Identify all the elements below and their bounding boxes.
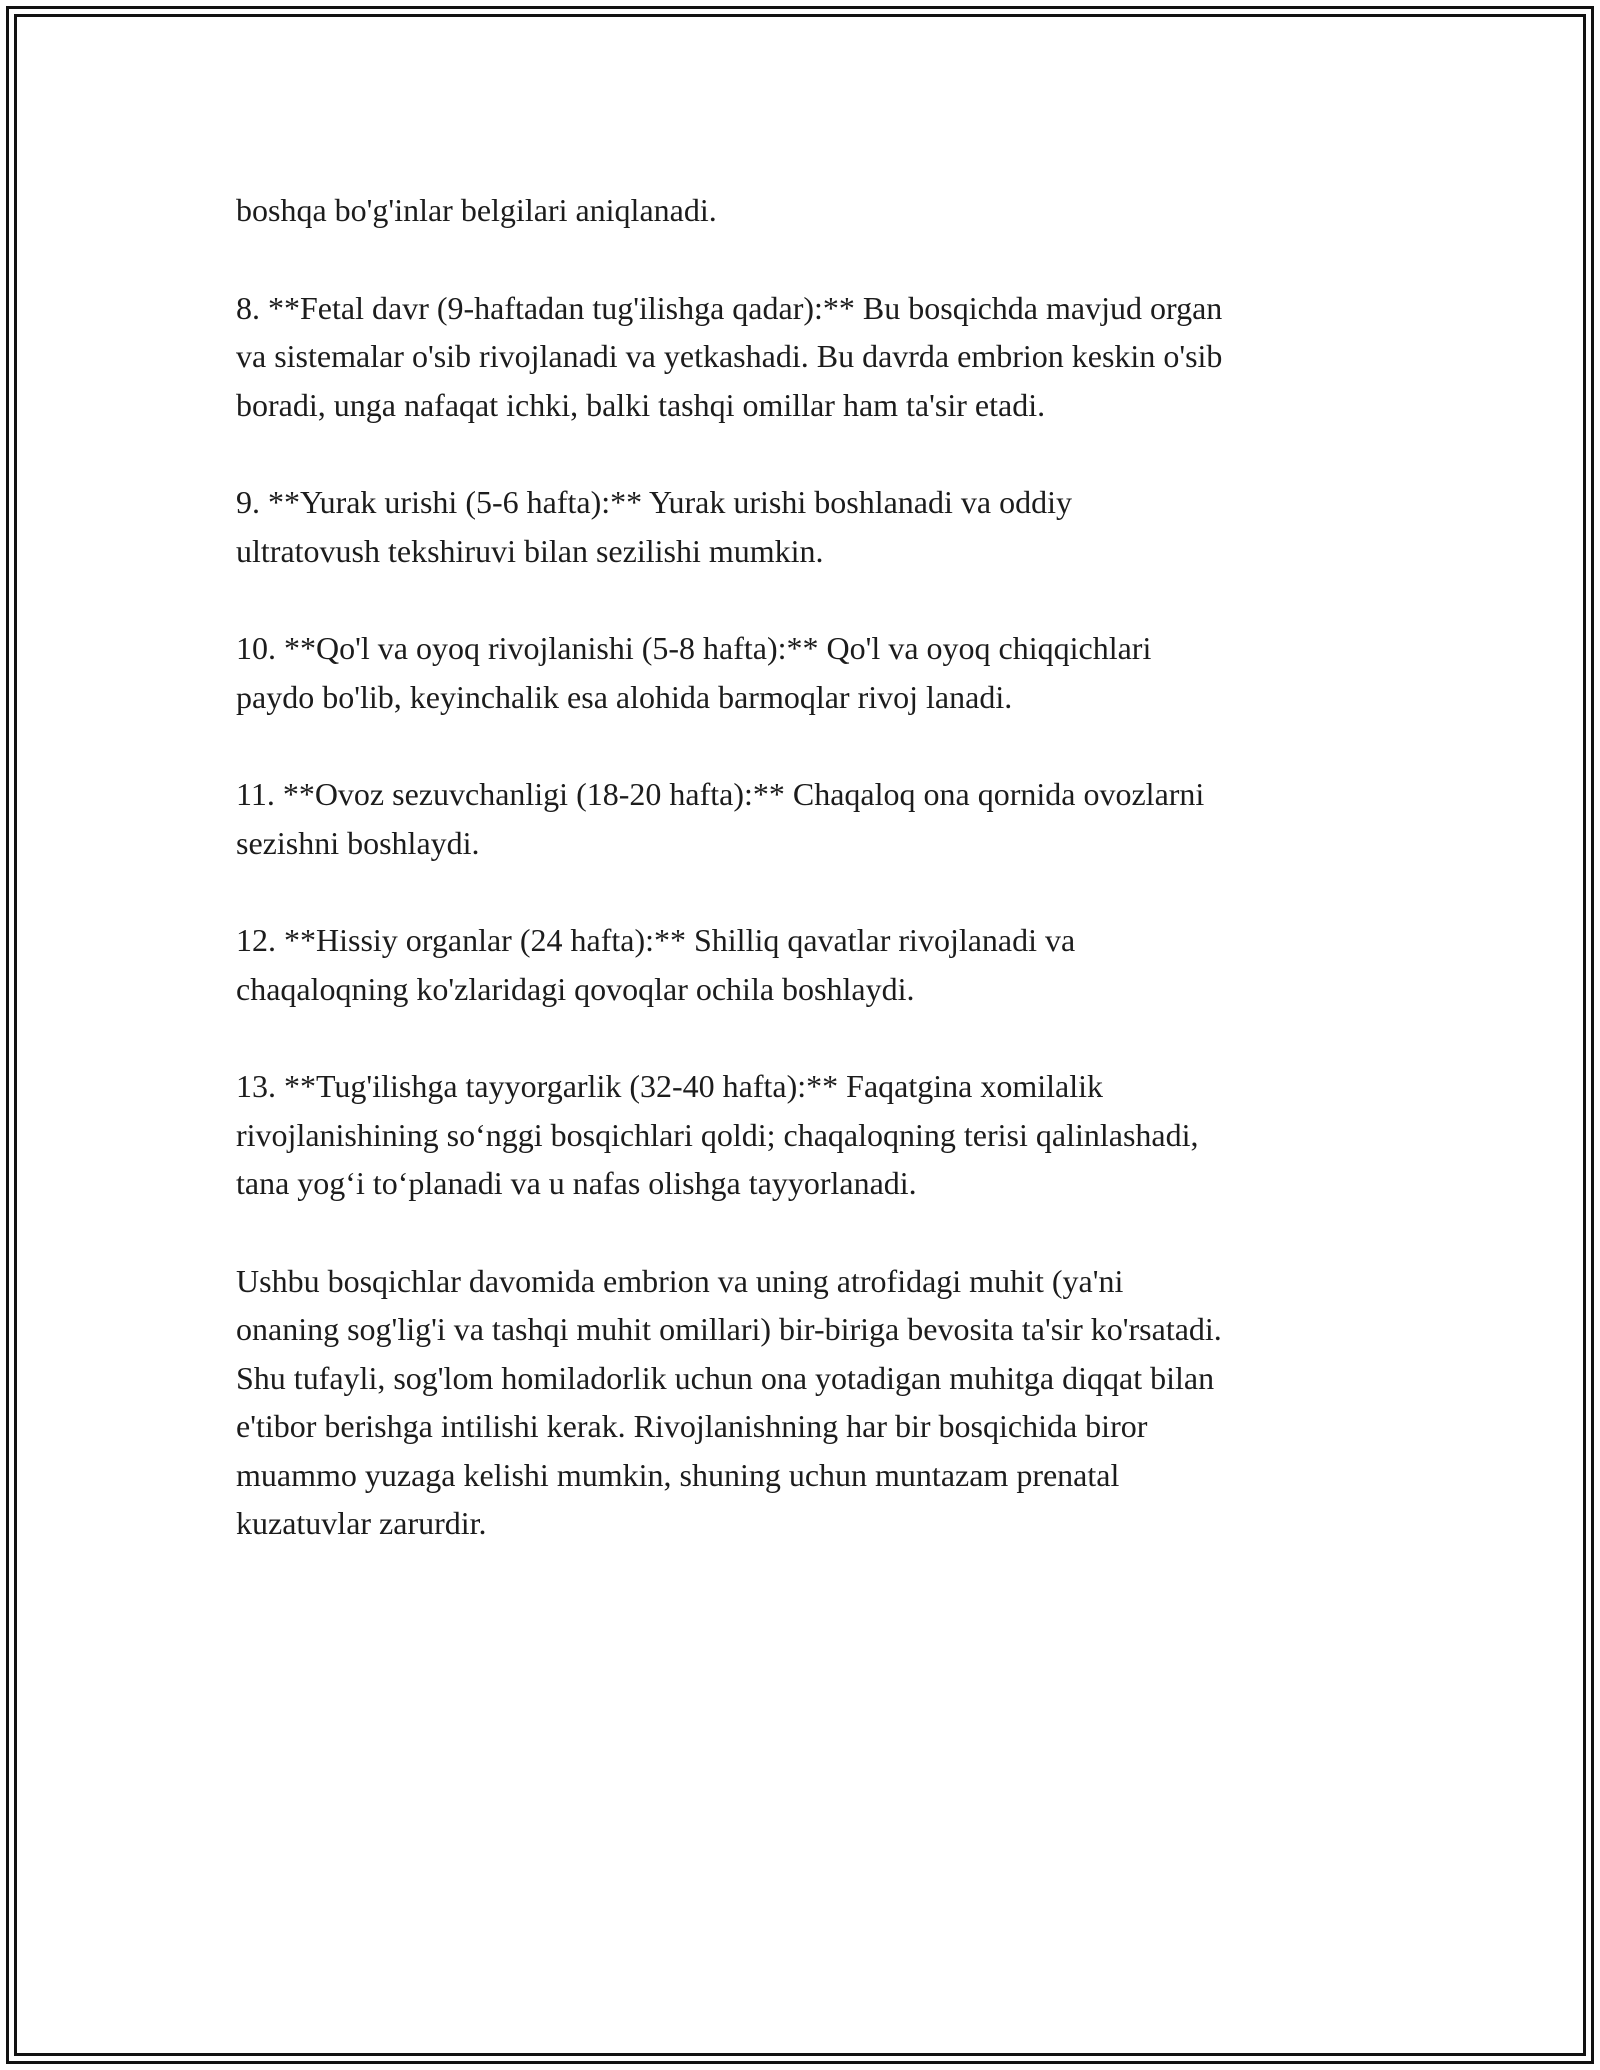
paragraph-continuation: boshqa bo'g'inlar belgilari aniqlanadi.: [236, 192, 717, 228]
paragraph-sound-sensitivity: 11. **Ovoz sezuvchanligi (18-20 hafta):** Chaqaloq ona qornida ovozlarni sezishni boshlaydi.: [236, 776, 1205, 861]
paragraph-heartbeat: 9. **Yurak urishi (5-6 hafta):** Yurak urishi boshlanadi va oddiy ultratovush tekshiruvi bilan sezilishi mumkin.: [236, 484, 1072, 569]
paragraph-limb-development: 10. **Qo'l va oyoq rivojlanishi (5-8 hafta):** Qo'l va oyoq chiqqichlari paydo bo'lib, keyinchalik esa alohida barmoqlar rivoj lanadi.: [236, 630, 1152, 715]
paragraph-sensory-organs: 12. **Hissiy organlar (24 hafta):** Shilliq qavatlar rivojlanadi va chaqaloqning ko'zlaridagi qovoqlar ochila boshlaydi.: [236, 922, 1076, 1007]
document-body: [236, 186, 1386, 1548]
paragraph-conclusion: Ushbu bosqichlar davomida embrion va uning atrofidagi muhit (ya'ni onaning sog'lig'i va tashqi muhit omillari) bir-biriga bevosita ta'sir ko'rsatadi. Shu tufayli, sog'lom homiladorlik uchun ona yotadigan muhitga diqqat bilan e'tibor berishga intilishi kerak. Rivojlanishning har bir bosqichida biror muammo yuzaga kelishi mumkin, shuning uchun muntazam prenatal kuzatuvlar zarurdir.: [236, 1262, 1222, 1541]
paragraph-fetal-period: 8. **Fetal davr (9-haftadan tug'ilishga qadar):** Bu bosqichda mavjud organ va sistemalar o'sib rivojlanadi va yetkashadi. Bu davrda embrion keskin o'sib boradi, unga nafaqat ichki, balki tashqi omillar ham ta'sir etadi.: [236, 289, 1223, 423]
paragraph-birth-preparation: 13. **Tug'ilishga tayyorgarlik (32-40 hafta):** Faqatgina xomilalik rivojlanishining so‘nggi bosqichlari qoldi; chaqaloqning terisi qalinlashadi, tana yog‘i to‘planadi va u nafas olishga tayyorlanadi.: [236, 1068, 1199, 1201]
